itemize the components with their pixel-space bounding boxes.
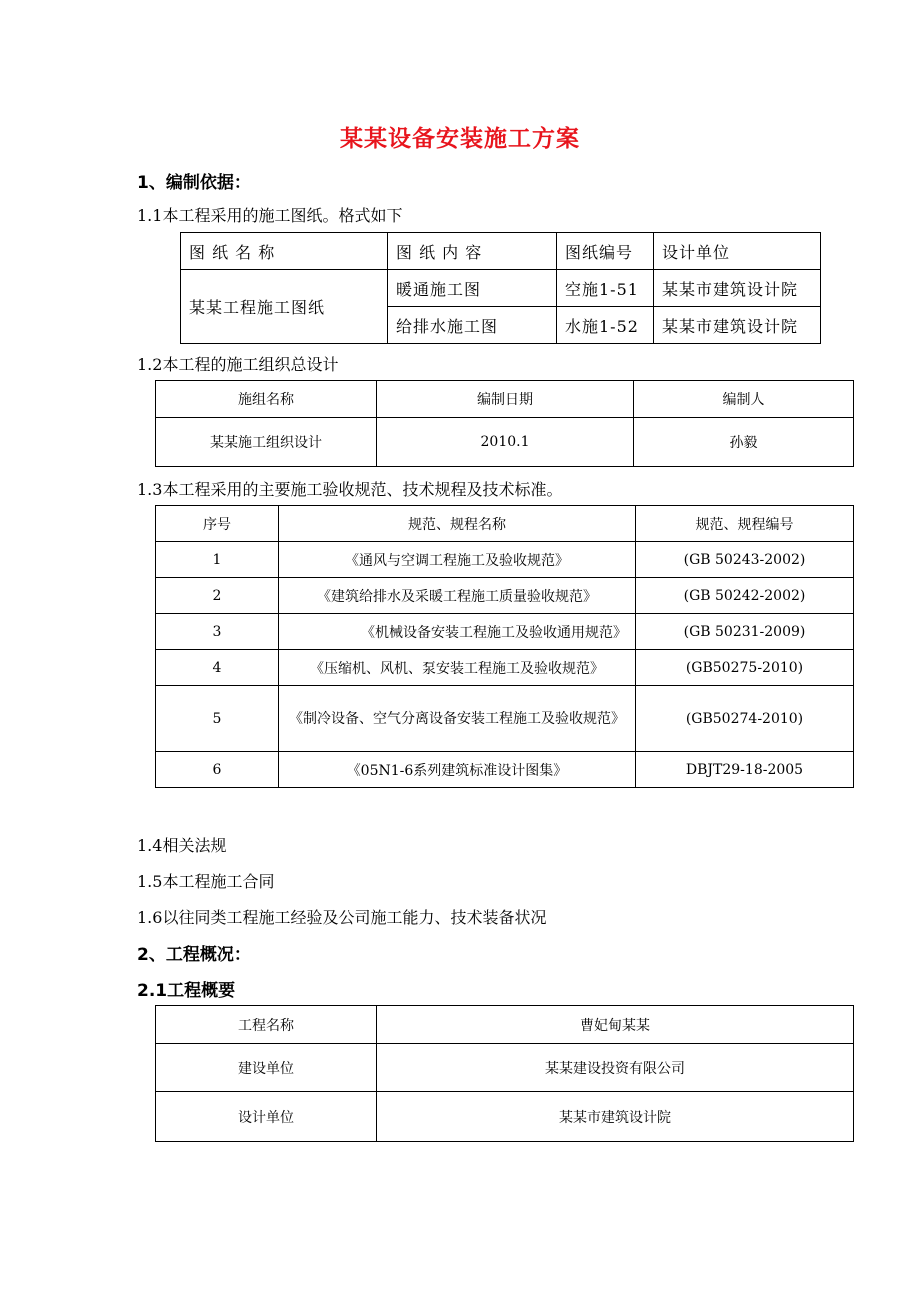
standard-no: 5 (156, 686, 279, 752)
drawings-header-unit: 设计单位 (654, 233, 821, 270)
table-row (156, 614, 854, 650)
standard-no: 4 (156, 650, 279, 686)
overview-label: 设计单位 (156, 1092, 377, 1142)
org-name: 某某施工组织设计 (156, 418, 377, 467)
overview-label: 建设单位 (156, 1044, 377, 1092)
standard-code: (GB 50231-2009) (636, 614, 854, 650)
paragraph-1-2: 1.2本工程的施工组织总设计 (137, 355, 339, 374)
overview-value: 曹妃甸某某 (377, 1006, 854, 1044)
table-row (181, 270, 821, 307)
subsection-2-1-heading: 2.1工程概要 (137, 981, 236, 1001)
standard-name: 《压缩机、风机、泵安装工程施工及验收规范》 (279, 650, 636, 686)
org-header-author: 编制人 (634, 381, 854, 418)
table-row (156, 418, 854, 467)
standard-name: 《制冷设备、空气分离设备安装工程施工及验收规范》 (279, 686, 636, 752)
paragraph-1-1: 1.1本工程采用的施工图纸。格式如下 (137, 206, 403, 225)
project-overview-table (155, 1005, 854, 1142)
drawings-code: 空施1-51 (557, 270, 654, 307)
standards-header-name: 规范、规程名称 (279, 506, 636, 542)
standard-code: (GB 50243-2002) (636, 542, 854, 578)
org-header-name: 施组名称 (156, 381, 377, 418)
paragraph-1-3: 1.3本工程采用的主要施工验收规范、技术规程及技术标准。 (137, 480, 563, 499)
drawings-header-code: 图纸编号 (557, 233, 654, 270)
standard-no: 2 (156, 578, 279, 614)
drawings-content: 暖通施工图 (388, 270, 557, 307)
standard-no: 6 (156, 752, 279, 788)
drawings-unit: 某某市建筑设计院 (654, 307, 821, 344)
drawings-content: 给排水施工图 (388, 307, 557, 344)
standard-name: 《机械设备安装工程施工及验收通用规范》 (279, 614, 636, 650)
table-row (156, 1092, 854, 1142)
org-author: 孙毅 (634, 418, 854, 467)
table-row (156, 1044, 854, 1092)
table-row (156, 686, 854, 752)
section-2-heading: 2、工程概况： (137, 945, 251, 965)
table-row (156, 650, 854, 686)
standard-no: 3 (156, 614, 279, 650)
drawings-code: 水施1-52 (557, 307, 654, 344)
drawings-header-name: 图 纸 名 称 (181, 233, 388, 270)
table-row (156, 542, 854, 578)
org-header-date: 编制日期 (377, 381, 634, 418)
standard-no: 1 (156, 542, 279, 578)
standard-code: DBJT29-18-2005 (636, 752, 854, 788)
drawings-unit: 某某市建筑设计院 (654, 270, 821, 307)
table-row (156, 1006, 854, 1044)
standard-name: 《建筑给排水及采暖工程施工质量验收规范》 (279, 578, 636, 614)
drawings-table (180, 232, 821, 344)
overview-value: 某某市建筑设计院 (377, 1092, 854, 1142)
paragraph-1-5: 1.5本工程施工合同 (137, 872, 275, 891)
overview-label: 工程名称 (156, 1006, 377, 1044)
table-row (156, 752, 854, 788)
document-title: 某某设备安装施工方案 (340, 125, 580, 152)
standard-name: 《05N1-6系列建筑标准设计图集》 (279, 752, 636, 788)
standard-code: (GB50275-2010) (636, 650, 854, 686)
standard-code: (GB 50242-2002) (636, 578, 854, 614)
table-row (156, 578, 854, 614)
paragraph-1-4: 1.4相关法规 (137, 836, 227, 855)
organization-design-table (155, 380, 854, 467)
standard-name: 《通风与空调工程施工及验收规范》 (279, 542, 636, 578)
standards-table (155, 505, 854, 788)
drawings-header-content: 图 纸 内 容 (388, 233, 557, 270)
standards-header-no: 序号 (156, 506, 279, 542)
org-date: 2010.1 (377, 418, 634, 467)
overview-value: 某某建设投资有限公司 (377, 1044, 854, 1092)
section-1-heading: 1、编制依据： (137, 173, 251, 193)
standard-code: (GB50274-2010) (636, 686, 854, 752)
drawings-group-name: 某某工程施工图纸 (181, 270, 388, 344)
standards-header-code: 规范、规程编号 (636, 506, 854, 542)
paragraph-1-6: 1.6以往同类工程施工经验及公司施工能力、技术装备状况 (137, 908, 547, 927)
